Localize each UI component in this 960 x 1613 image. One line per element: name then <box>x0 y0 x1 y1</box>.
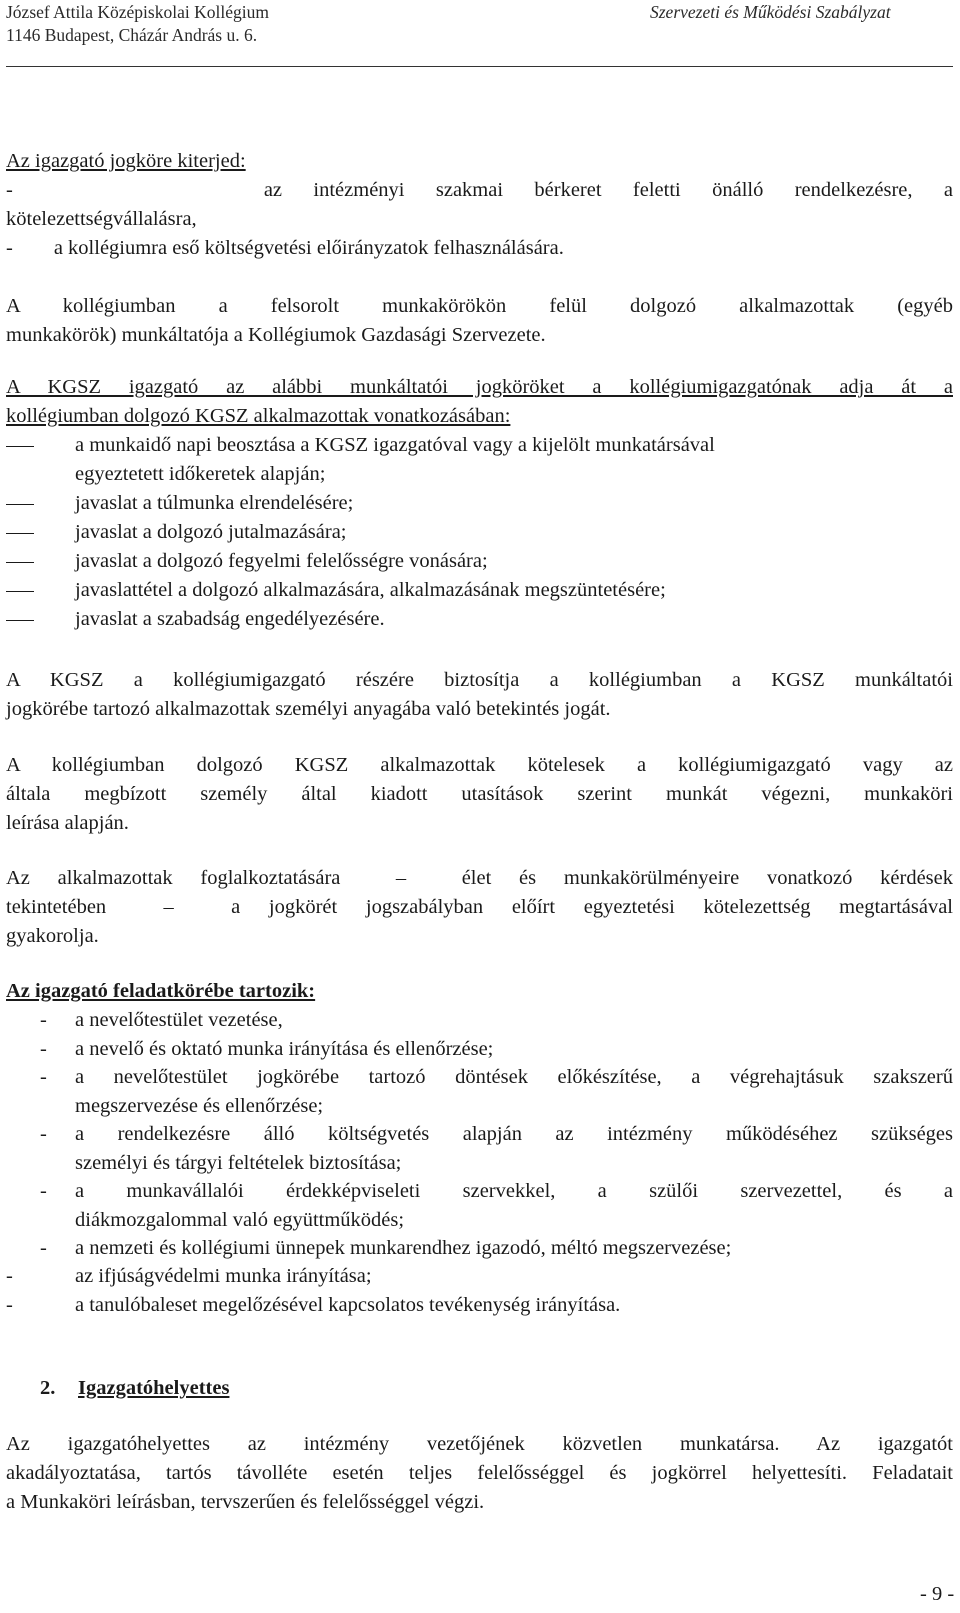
section-2-title: Igazgatóhelyettes <box>78 1377 230 1399</box>
obligation-line-1: A kollégiumban dolgozó KGSZ alkalmazottak kötelesek a kollégiumigazgató vagy az <box>6 754 953 776</box>
duties-item-5-dash: - <box>40 1180 47 1202</box>
duties-item-6-dash: - <box>40 1237 47 1259</box>
duties-item-6: a nemzeti és kollégiumi ünnepek munkarendhez igazodó, méltó megszervezése; <box>75 1237 732 1259</box>
scope-item-1 <box>6 176 953 234</box>
header-org-name: József Attila Középiskolai Kollégium <box>6 2 269 22</box>
kgsz-item-3-dash <box>6 533 34 534</box>
duties-outer-item-1: az ifjúságvédelmi munka irányítása; <box>75 1265 372 1287</box>
duties-item-2-dash: - <box>40 1038 47 1060</box>
duties-item-1: a nevelőtestület vezetése, <box>75 1009 283 1031</box>
duties-item-4-line-1: a rendelkezésre álló költségvetés alapján az intézmény működéséhez szükséges <box>75 1123 953 1145</box>
kgsz-item-1-dash <box>6 446 34 447</box>
section-2-line-1: Az igazgatóhelyettes az intézmény vezetőjének közvetlen munkatársa. Az igazgatót <box>6 1433 953 1455</box>
kgsz-item-2: javaslat a túlmunka elrendelésére; <box>75 492 354 514</box>
kgsz-item-1 <box>75 431 715 489</box>
kgsz-item-6: javaslat a szabadság engedélyezésére. <box>75 608 385 630</box>
scope-section <box>6 147 953 176</box>
kgsz-delegation-intro <box>6 373 953 431</box>
duties-outer-item-2: a tanulóbaleset megelőzésével kapcsolatos tevékenység irányítása. <box>75 1294 621 1316</box>
kgsz-item-1-line-1: a munkaidő napi beosztása a KGSZ igazgatóval vagy a kijelölt munkatársával <box>75 434 715 456</box>
access-paragraph <box>6 666 953 724</box>
kgsz-item-4-dash <box>6 562 34 563</box>
employer-line-2: munkakörök) munkáltatója a Kollégiumok Gazdasági Szervezete. <box>6 324 546 346</box>
kgsz-item-6-dash <box>6 620 34 621</box>
duties-item-5-line-1: a munkavállalói érdekképviseleti szervekkel, a szülői szervezettel, és a <box>75 1180 953 1202</box>
section-2-line-2: akadályoztatása, tartós távolléte esetén teljes felelősséggel és jogkörrel helyettesíti. Feladatait <box>6 1462 953 1484</box>
duties-item-4 <box>75 1120 953 1178</box>
kgsz-item-1-line-2: egyeztetett időkeretek alapján; <box>75 463 326 485</box>
duties-item-3 <box>75 1063 953 1121</box>
duties-item-4-dash: - <box>40 1123 47 1145</box>
duties-item-3-dash: - <box>40 1066 47 1088</box>
duties-item-5 <box>75 1177 953 1235</box>
kgsz-item-3: javaslat a dolgozó jutalmazására; <box>75 521 347 543</box>
kgsz-intro-line-2: kollégiumban dolgozó KGSZ alkalmazottak vonatkozásában: <box>6 405 511 427</box>
scope-heading: Az igazgató jogköre kiterjed: <box>6 150 246 172</box>
page-number: - 9 - <box>920 1583 955 1605</box>
conditions-line-2: tekintetében – a jogkörét jogszabályban előírt egyeztetési kötelezettség megtartásával <box>6 896 953 918</box>
conditions-paragraph <box>6 864 953 951</box>
obligation-paragraph <box>6 751 953 838</box>
conditions-line-1: Az alkalmazottak foglalkoztatására – élet és munkakörülményeire vonatkozó kérdések <box>6 867 953 889</box>
scope-item-2 <box>6 234 953 263</box>
employer-line-1: A kollégiumban a felsorolt munkakörökön felül dolgozó alkalmazottak (egyéb <box>6 295 953 317</box>
section-2-number: 2. <box>40 1377 56 1399</box>
duties-heading: Az igazgató feladatkörébe tartozik: <box>6 980 316 1002</box>
header-address: 1146 Budapest, Cházár András u. 6. <box>6 25 258 45</box>
conditions-line-3: gyakorolja. <box>6 925 99 947</box>
duties-heading-block <box>6 977 953 1006</box>
header-divider <box>6 66 953 67</box>
kgsz-item-4: javaslat a dolgozó fegyelmi felelősségre vonására; <box>75 550 488 572</box>
duties-item-3-line-1: a nevelőtestület jogkörébe tartozó döntések előkészítése, a végrehajtásuk szakszerű <box>75 1066 953 1088</box>
duties-item-4-line-2: személyi és tárgyi feltételek biztosítása; <box>75 1152 402 1174</box>
scope-item-2-text: - a kollégiumra eső költségvetési előirányzatok felhasználására. <box>6 237 564 259</box>
kgsz-intro-line-1: A KGSZ igazgató az alábbi munkáltatói jogköröket a kollégiumigazgatónak adja át a <box>6 376 953 398</box>
section-2-line-3: a Munkaköri leírásban, tervszerűen és felelősséggel végzi. <box>6 1491 485 1513</box>
header-doc-title: Szervezeti és Működési Szabályzat <box>650 2 891 22</box>
duties-outer-item-2-dash: - <box>6 1294 13 1316</box>
duties-item-2: a nevelő és oktató munka irányítása és ellenőrzése; <box>75 1038 494 1060</box>
kgsz-item-5: javaslattétel a dolgozó alkalmazására, alkalmazásának megszüntetésére; <box>75 579 666 601</box>
scope-item-1-line-1: - az intézményi szakmai bérkeret feletti önálló rendelkezésre, a <box>6 179 953 201</box>
duties-item-5-line-2: diákmozgalommal való együttműködés; <box>75 1209 405 1231</box>
duties-item-3-line-2: megszervezése és ellenőrzése; <box>75 1095 324 1117</box>
obligation-line-2: általa megbízott személy által kiadott utasítások szerint munkát végezni, munkaköri <box>6 783 953 805</box>
duties-outer-item-1-dash: - <box>6 1265 13 1287</box>
scope-item-1-line-2: kötelezettségvállalásra, <box>6 208 197 230</box>
kgsz-item-5-dash <box>6 591 34 592</box>
kgsz-item-2-dash <box>6 504 34 505</box>
access-line-1: A KGSZ a kollégiumigazgató részére biztosítja a kollégiumban a KGSZ munkáltatói <box>6 669 953 691</box>
obligation-line-3: leírása alapján. <box>6 812 129 834</box>
employer-paragraph <box>6 292 953 350</box>
access-line-2: jogkörébe tartozó alkalmazottak személyi anyagába való betekintés jogát. <box>6 698 611 720</box>
duties-item-1-dash: - <box>40 1009 47 1031</box>
section-2-paragraph <box>6 1430 953 1517</box>
